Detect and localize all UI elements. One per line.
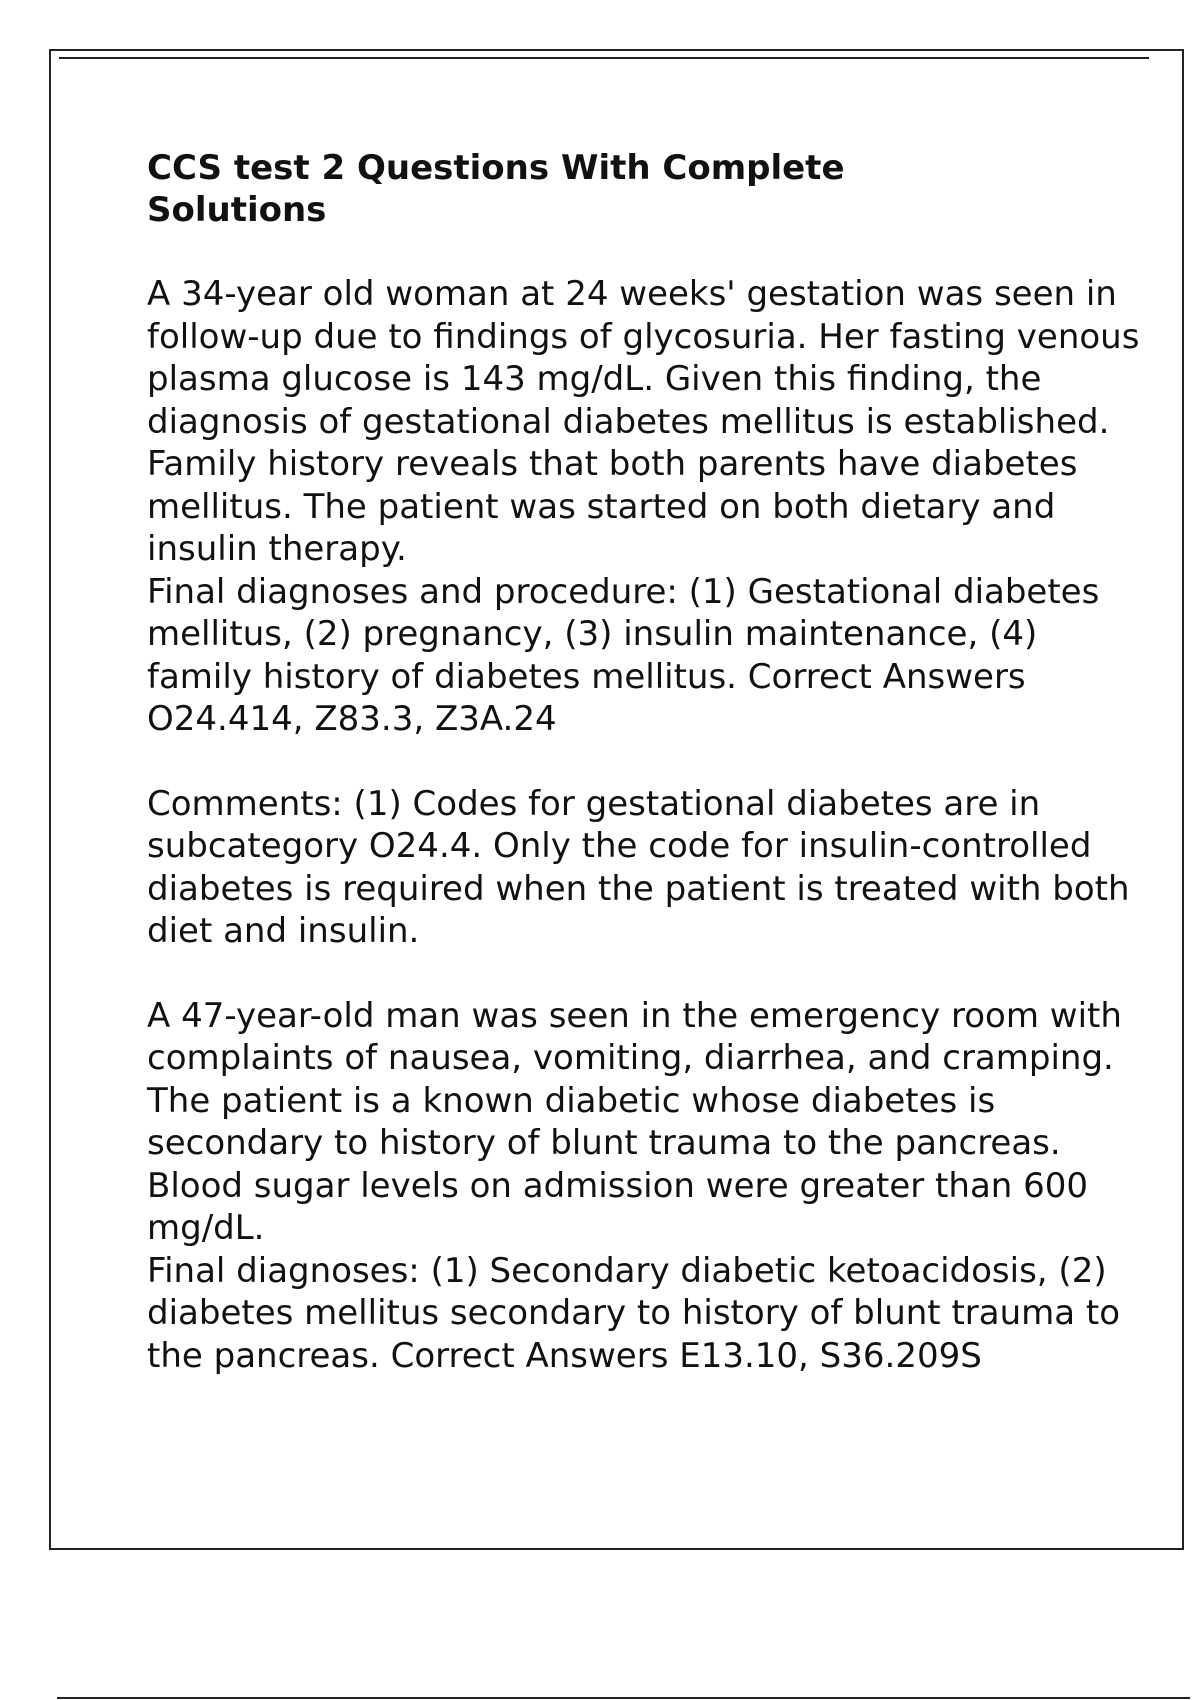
- question-1-text: A 34-year old woman at 24 weeks' gestation was seen in follow-up due to findings of glycosuria. Her fasting venous plasma glucose is 143 mg/dL. Given this finding, the diagnosis of gestational diabetes mellitus is established. Family history reveals that both parents have diabetes mellitus. The patient was started on both dietary and insulin therapy.: [147, 274, 1140, 569]
- question-1-diagnoses: Final diagnoses and procedure: (1) Gestational diabetes mellitus, (2) pregnancy, (3) insulin maintenance, (4) family history of diabetes mellitus. Correct Answers O24.414, Z83.3, Z3A.24: [147, 571, 1100, 739]
- document-title: CCS test 2 Questions With Complete Solutions: [147, 148, 845, 230]
- page-frame: [49, 49, 1184, 1550]
- question-1-comment-text: Comments: (1) Codes for gestational diabetes are in subcategory O24.4. Only the code for insulin-controlled diabetes is required when the patient is treated with both diet and insulin.: [147, 783, 1130, 951]
- question-1-comment: [147, 783, 1147, 953]
- document-content: [147, 147, 1147, 1377]
- question-1: [147, 273, 1147, 741]
- question-2-diagnoses: Final diagnoses: (1) Secondary diabetic ketoacidosis, (2) diabetes mellitus secondary to history of blunt trauma to the pancreas. Correct Answers E13.10, S36.209S: [147, 1250, 1121, 1376]
- bottom-rule: [57, 1697, 1190, 1699]
- question-2: [147, 995, 1147, 1378]
- question-2-text: A 47-year-old man was seen in the emergency room with complaints of nausea, vomiting, diarrhea, and cramping. The patient is a known diabetic whose diabetes is secondary to history of blunt trauma to the pancreas. Blood sugar levels on admission were greater than 600 mg/dL.: [147, 995, 1122, 1248]
- top-rule: [59, 57, 1149, 59]
